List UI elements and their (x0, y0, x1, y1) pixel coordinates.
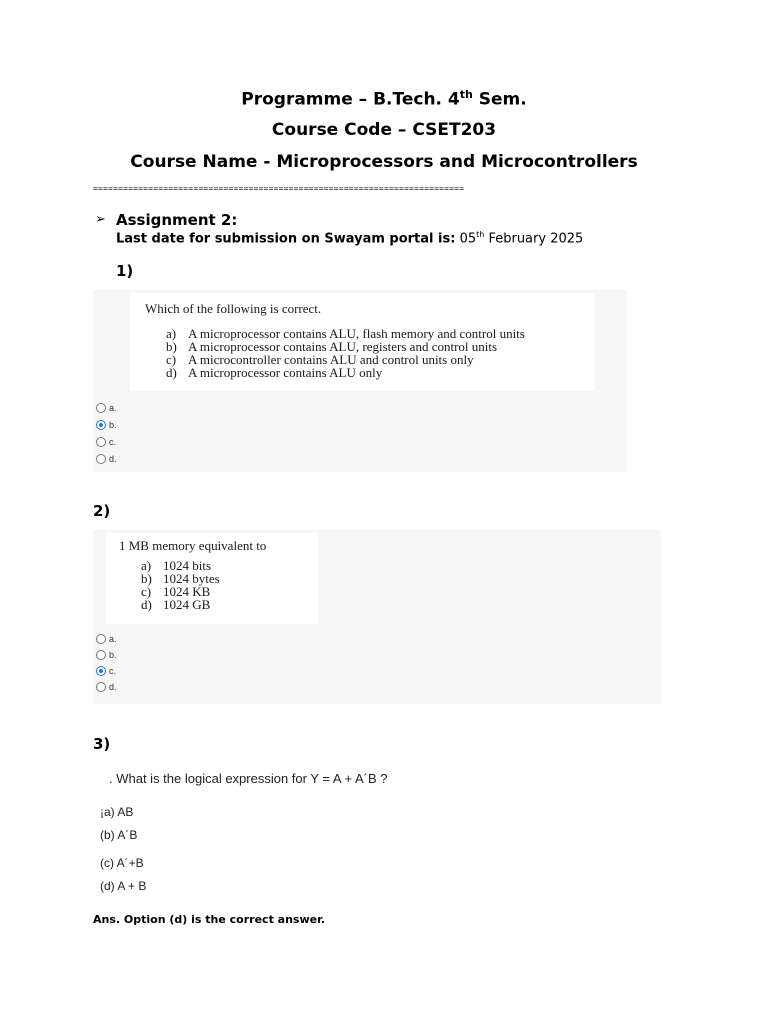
question-3-number: 3) (93, 735, 111, 753)
choice-label: a. (109, 634, 117, 644)
q1-choice-b[interactable] (96, 417, 117, 433)
programme-tail: Sem. (472, 89, 527, 110)
option-text: 1024 GB (163, 597, 211, 612)
option-text: A microprocessor contains ALU only (188, 365, 383, 380)
choice-label: b. (109, 650, 117, 660)
option-letter: b) (141, 571, 152, 586)
option-text: A microcontroller contains ALU and control units only (188, 352, 474, 367)
q1-choice-c[interactable] (96, 434, 116, 450)
programme-text: Programme – B.Tech. 4 (241, 89, 460, 110)
option-letter: a) (141, 558, 152, 573)
q1-choice-a[interactable] (96, 400, 117, 416)
date-day: 05 (459, 231, 477, 247)
last-date-label: Last date for submission on Swayam portal is: (116, 231, 456, 247)
choice-label: c. (109, 437, 117, 447)
question-2-stem: 1 MB memory equivalent to (119, 538, 267, 553)
programme-sup: th (459, 88, 473, 101)
arrow-bullet-icon: ➢ (95, 212, 106, 227)
answer-note: Ans. Option (d) is the correct answer. (93, 913, 326, 926)
option-text: 1024 bits (163, 558, 212, 573)
assignment-title: Assignment 2: (116, 211, 238, 229)
q2-choice-d[interactable] (96, 679, 117, 695)
course-code: Course Code – CSET203 (271, 120, 497, 140)
question-3-option-b: (b) A´B (100, 828, 138, 842)
question-3-option-c: (c) A´+B (100, 856, 144, 870)
question-1-image (130, 293, 595, 391)
option-text: 1024 KB (163, 584, 211, 599)
choice-label: d. (109, 454, 117, 464)
question-1-stem: Which of the following is correct. (145, 301, 322, 316)
radio-button[interactable] (96, 634, 106, 644)
q1-choice-d[interactable] (96, 451, 117, 467)
date-rest: February 2025 (484, 231, 584, 247)
option-letter: d) (166, 365, 177, 380)
option-text: A microprocessor contains ALU, flash memory and control units (188, 326, 525, 341)
question-2-number: 2) (93, 502, 111, 520)
course-name: Course Name - Microprocessors and Microcontrollers (130, 152, 638, 172)
radio-button-selected[interactable] (96, 420, 106, 430)
option-letter: c) (141, 584, 152, 599)
option-letter: c) (166, 352, 177, 367)
question-3-option-a: ¡a) AB (100, 805, 134, 819)
question-1-option-d (166, 365, 382, 381)
question-1-panel (93, 290, 627, 472)
question-3-stem: . What is the logical expression for Y = A + A´B ? (109, 771, 388, 786)
choice-label: c. (109, 666, 117, 676)
separator-line: ========================================================================== (93, 184, 465, 193)
option-text: 1024 bytes (163, 571, 220, 586)
radio-button[interactable] (96, 682, 106, 692)
question-1-number: 1) (116, 262, 134, 280)
option-letter: d) (141, 597, 152, 612)
date-sup: th (476, 230, 485, 239)
radio-button[interactable] (96, 403, 106, 413)
question-2-option-d (141, 597, 210, 613)
question-2-panel (93, 530, 661, 704)
q2-choice-a[interactable] (96, 631, 117, 647)
choice-label: b. (109, 420, 117, 430)
q2-choice-c[interactable] (96, 663, 116, 679)
question-2-image (106, 533, 318, 624)
option-letter: b) (166, 339, 177, 354)
choice-label: a. (109, 403, 117, 413)
radio-button[interactable] (96, 437, 106, 447)
q2-choice-b[interactable] (96, 647, 117, 663)
question-3-option-d: (d) A + B (100, 879, 147, 893)
choice-label: d. (109, 682, 117, 692)
radio-button-selected[interactable] (96, 666, 106, 676)
last-date-line (116, 230, 583, 246)
option-letter: a) (166, 326, 177, 341)
programme-line (0, 88, 768, 110)
radio-button[interactable] (96, 650, 106, 660)
radio-button[interactable] (96, 454, 106, 464)
option-text: A microprocessor contains ALU, registers and control units (188, 339, 498, 354)
